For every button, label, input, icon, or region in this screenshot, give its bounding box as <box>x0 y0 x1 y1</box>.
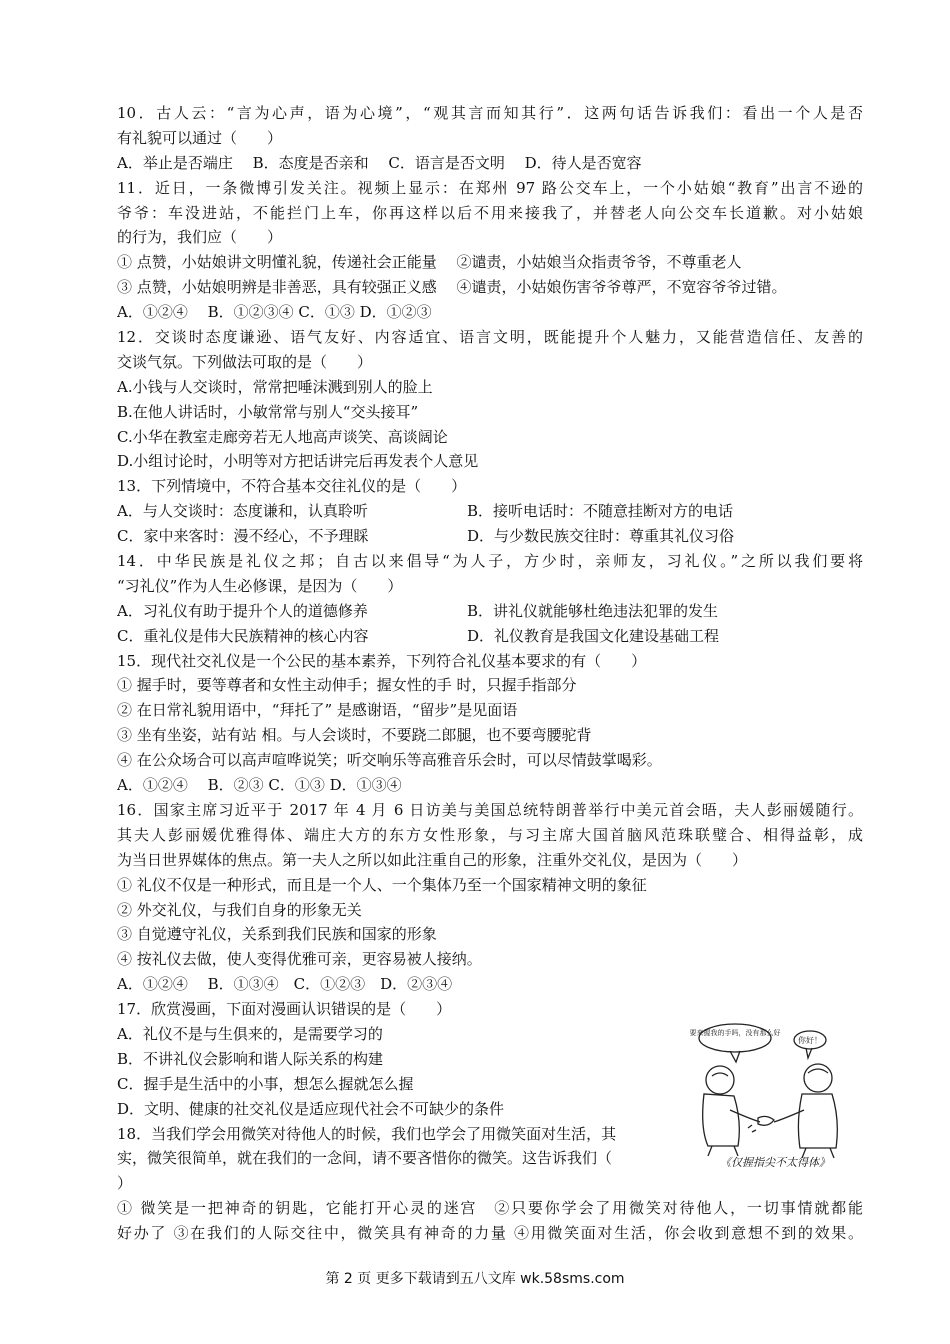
statement: ④ 按礼仪去做，使人变得优雅可亲，更容易被人接纳。 <box>117 950 482 969</box>
option: B．接听电话时：不随意挂断对方的电话 <box>467 502 734 521</box>
question-text: ） <box>117 1174 133 1193</box>
cartoon-illustration <box>690 1018 860 1170</box>
statement: ① 握手时，要等尊者和女性主动伸手；握女性的手 时，只握手指部分 <box>117 676 577 695</box>
question-text: 爷爷：车没进站，不能拦门上车，你再这样以后不用来接我了，并替老人向公交车长道歉。对小姑娘 <box>117 203 863 222</box>
statement: ① 礼仪不仅是一种形式，而且是一个人、一个集体乃至一个国家精神文明的象征 <box>117 875 647 894</box>
question-14 <box>117 549 863 649</box>
question-text: 为当日世界媒体的焦点。第一夫人之所以如此注重自己的形象，注重外交礼仪，是因为（ ） <box>117 850 748 869</box>
option: A．习礼仪有助于提升个人的道德修养 <box>117 601 368 620</box>
statement: ① 微笑是一把神奇的钥匙，它能打开心灵的迷宫 ②只要你学会了用微笑对待他人，一切事情就都能 <box>117 1199 863 1218</box>
question-text: 16．国家主席习近平于 2017 年 4 月 6 日访美与美国总统特朗普举行中美元首会晤，夫人彭丽媛随行。 <box>117 800 863 819</box>
option: C．家中来客时：漫不经心，不予理睬 <box>117 527 369 546</box>
cartoon-caption: 《仅握指尖不太得体》 <box>720 1156 830 1169</box>
question-text: “习礼仪”作为人生必修课，是因为（ ） <box>117 576 403 595</box>
question-text: 有礼貌可以通过（ ） <box>117 128 283 147</box>
question-11 <box>117 176 863 325</box>
option: B．讲礼仪就能够杜绝违法犯罪的发生 <box>467 601 719 620</box>
question-options: A．①②④ B．①②③④ C．①③ D．①②③ <box>117 303 432 322</box>
option: A．礼仪不是与生俱来的，是需要学习的 <box>117 1024 383 1043</box>
question-text: 10．古人云：“言为心声，语为心境”，“观其言而知其行”．这两句话告诉我们：看出一个人是否 <box>117 104 863 122</box>
question-options: A．举止是否端庄 B．态度是否亲和 C．语言是否文明 D．待人是否宽容 <box>117 153 642 172</box>
statement: ③ 自觉遵守礼仪，关系到我们民族和国家的形象 <box>117 925 437 944</box>
question-16 <box>117 798 863 997</box>
option-row <box>117 524 863 549</box>
option-row <box>117 499 863 524</box>
statement: ③ 坐有坐姿，站有站 相。与人会谈时，不要跷二郎腿，也不要弯腰驼背 <box>117 726 592 745</box>
statement: ③ 点赞，小姑娘明辨是非善恶，具有较强正义感 ④谴责，小姑娘伤害爷爷尊严，不宽容爷爷过错。 <box>117 278 787 297</box>
right-speech-bubble-text: 你好！ <box>798 1036 822 1045</box>
option: D．文明、健康的社交礼仪是适应现代社会不可缺少的条件 <box>117 1099 505 1118</box>
option-row <box>117 624 863 649</box>
statement: 好办了 ③在我们的人际交往中，微笑具有神奇的力量 ④用微笑面对生活，你会收到意想不到的效果。 <box>117 1224 863 1243</box>
question-text: 15．现代社交礼仪是一个公民的基本素养，下列符合礼仪基本要求的有（ ） <box>117 651 647 670</box>
handshake-cartoon-icon <box>690 1018 860 1170</box>
question-text: 17．欣赏漫画，下面对漫画认识错误的是（ ） <box>117 1000 452 1019</box>
option: B.在他人讲话时，小敏常常与别人“交头接耳” <box>117 402 419 421</box>
question-text: 的行为，我们应（ ） <box>117 228 283 247</box>
question-text: 实，微笑很简单，就在我们的一念间，请不要吝惜你的微笑。这告诉我们（ <box>117 1149 613 1168</box>
question-text: 12．交谈时态度谦逊、语气友好、内容适宜、语言文明，既能提升个人魅力，又能营造信任、友善的 <box>117 328 863 347</box>
statement: ② 外交礼仪，与我们自身的形象无关 <box>117 900 362 919</box>
statement: ④ 在公众场合可以高声喧哗说笑；听交响乐等高雅音乐会时，可以尽情鼓掌喝彩。 <box>117 751 662 770</box>
question-options: A．①②④ B．①③④ C．①②③ D．②③④ <box>117 975 453 994</box>
question-15 <box>117 649 863 798</box>
option: A.小钱与人交谈时，常常把唾沫溅到别人的脸上 <box>117 377 433 396</box>
question-12 <box>117 325 863 474</box>
question-10 <box>117 101 863 176</box>
question-text: 其夫人彭丽媛优雅得体、端庄大方的东方女性形象，与习主席大国首脑风范珠联璧合、相得益彰，成 <box>117 825 863 844</box>
left-speech-bubble-text: 要来握我的手吗，没有那么好 <box>690 1029 781 1037</box>
option: D.小组讨论时，小明等对方把话讲完后再发表个人意见 <box>117 452 479 471</box>
question-text: 11．近日，一条微博引发关注。视频上显示：在郑州 97 路公交车上，一个小姑娘“教育”出言不逊的 <box>117 178 863 197</box>
question-text: 13．下列情境中，不符合基本交往礼仪的是（ ） <box>117 477 467 496</box>
statement: ① 点赞，小姑娘讲文明懂礼貌，传递社会正能量 ②谴责，小姑娘当众指责爷爷，不尊重老人 <box>117 253 742 272</box>
statement: ② 在日常礼貌用语中，“拜托了” 是感谢语，“留步”是见面语 <box>117 701 518 720</box>
question-text: 18．当我们学会用微笑对待他人的时候，我们也学会了用微笑面对生活，其 <box>117 1124 617 1143</box>
question-options: A．①②④ B．②③ C．①③ D．①③④ <box>117 776 402 795</box>
page-footer: 第 2 页 更多下载请到五八文库 wk.58sms.com <box>325 1271 625 1287</box>
option: A．与人交谈时：态度谦和，认真聆听 <box>117 502 368 521</box>
option: C.小华在教室走廊旁若无人地高声谈笑、高谈阔论 <box>117 427 448 446</box>
question-13 <box>117 474 863 549</box>
option: D．礼仪教育是我国文化建设基础工程 <box>467 626 720 645</box>
option: D．与少数民族交往时：尊重其礼仪习俗 <box>467 527 735 546</box>
option: B．不讲礼仪会影响和谐人际关系的构建 <box>117 1049 384 1068</box>
question-text: 交谈气氛。下列做法可取的是（ ） <box>117 352 373 371</box>
question-text: 14．中华民族是礼仪之邦；自古以来倡导“为人子，方少时，亲师友，习礼仪。”之所以我们要将 <box>117 552 863 571</box>
option: C．重礼仪是伟大民族精神的核心内容 <box>117 626 369 645</box>
option-row <box>117 599 863 624</box>
option: C．握手是生活中的小事，想怎么握就怎么握 <box>117 1074 414 1093</box>
